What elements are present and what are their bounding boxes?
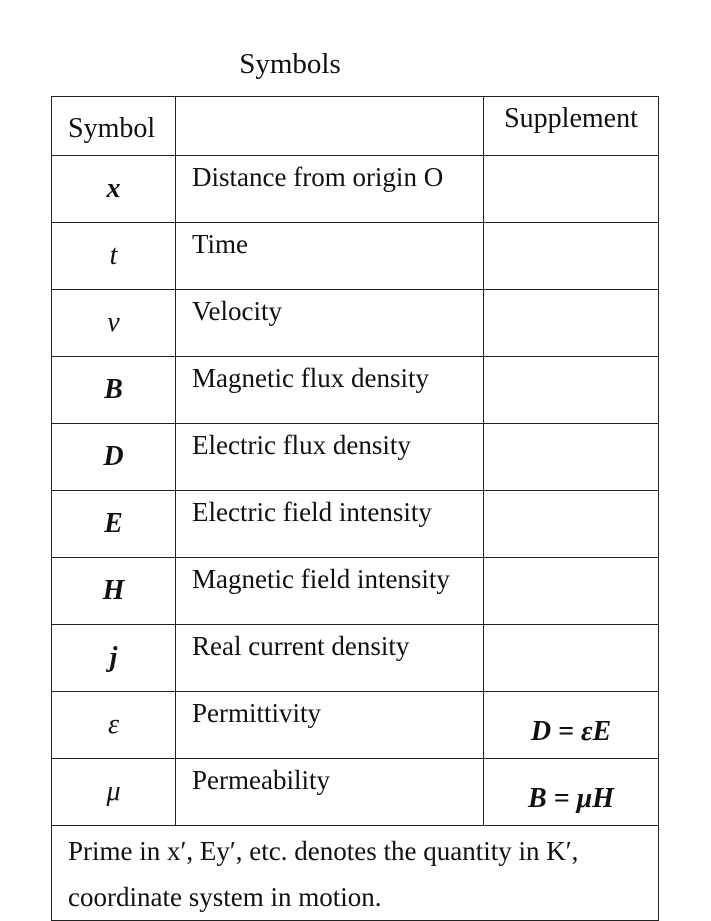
table-row [52, 692, 659, 759]
description-cell: Real current density [176, 625, 484, 692]
note-row [52, 826, 659, 921]
description-cell: Electric flux density [176, 424, 484, 491]
supplement-cell [484, 558, 659, 625]
symbol-cell: ε [52, 692, 176, 759]
symbol-cell: H [52, 558, 176, 625]
supplement-cell [484, 223, 659, 290]
symbol-cell: B [52, 357, 176, 424]
symbol-cell: x [52, 156, 176, 223]
header-symbol: Symbol [52, 97, 176, 156]
table-row [52, 424, 659, 491]
supplement-cell: B = μH [484, 759, 659, 826]
header-supplement: Supplement [484, 97, 659, 156]
table-row [52, 558, 659, 625]
symbol-cell: μ [52, 759, 176, 826]
supplement-cell [484, 357, 659, 424]
table-row [52, 156, 659, 223]
table-row [52, 491, 659, 558]
table-row [52, 223, 659, 290]
supplement-cell: D = εE [484, 692, 659, 759]
note-line-2: coordinate system in motion. [68, 882, 382, 912]
page-title: Symbols [239, 48, 341, 80]
symbol-cell: v [52, 290, 176, 357]
description-cell: Distance from origin O [176, 156, 484, 223]
description-cell: Magnetic field intensity [176, 558, 484, 625]
symbol-cell: t [52, 223, 176, 290]
supplement-cell [484, 625, 659, 692]
table-row [52, 625, 659, 692]
table-row [52, 759, 659, 826]
symbol-cell: D [52, 424, 176, 491]
supplement-cell [484, 424, 659, 491]
note-line-1: Prime in x′, Ey′, etc. denotes the quantity in K′, [68, 836, 579, 866]
table-header-row [52, 97, 659, 156]
description-cell: Time [176, 223, 484, 290]
supplement-cell [484, 156, 659, 223]
table-row [52, 290, 659, 357]
table-row [52, 357, 659, 424]
symbols-table [51, 96, 659, 921]
description-cell: Permittivity [176, 692, 484, 759]
description-cell: Velocity [176, 290, 484, 357]
description-cell: Magnetic flux density [176, 357, 484, 424]
note-cell [52, 826, 659, 921]
symbol-cell: j [52, 625, 176, 692]
supplement-cell [484, 491, 659, 558]
supplement-cell [484, 290, 659, 357]
description-cell: Electric field intensity [176, 491, 484, 558]
header-description [176, 97, 484, 156]
symbol-cell: E [52, 491, 176, 558]
description-cell: Permeability [176, 759, 484, 826]
